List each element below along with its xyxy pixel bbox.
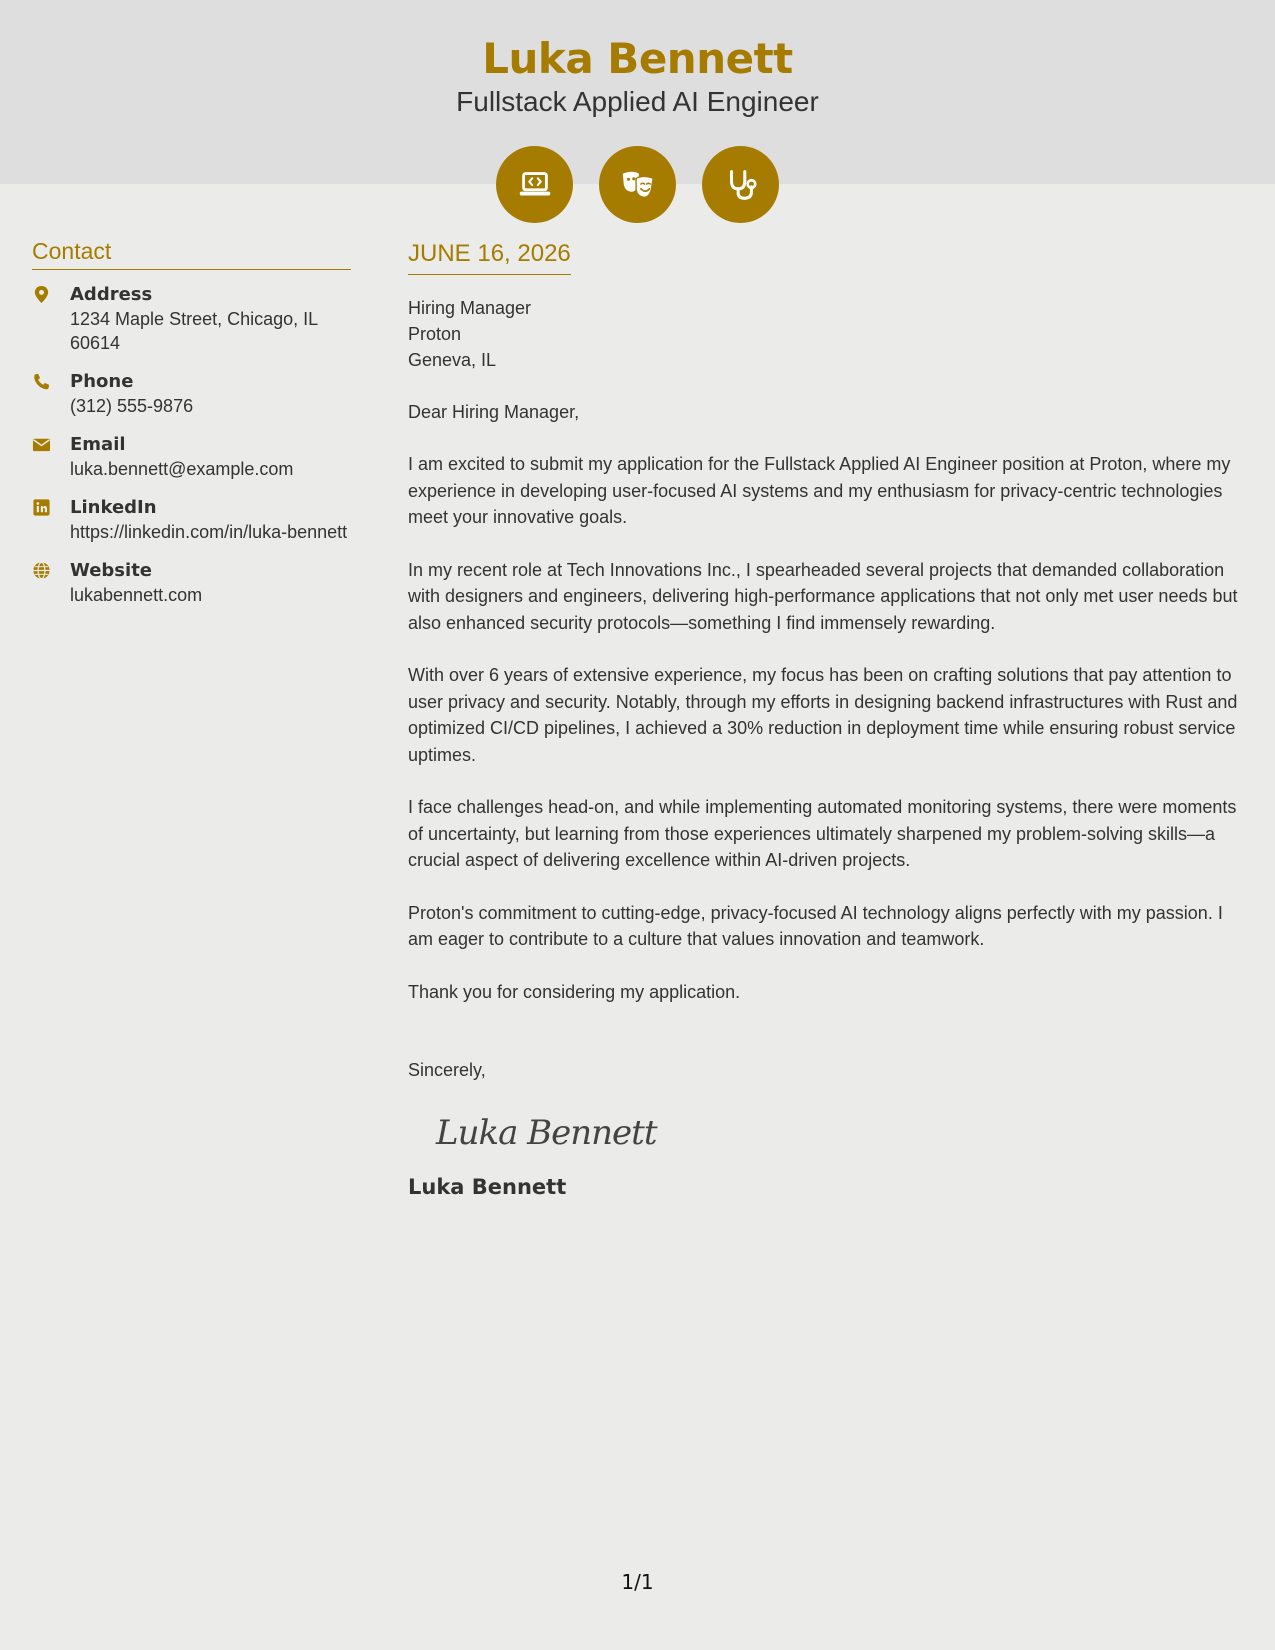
contact-value[interactable]: lukabennett.com (70, 585, 203, 605)
theater-masks-badge (599, 146, 676, 223)
stethoscope-badge (702, 146, 779, 223)
letter-body (408, 240, 1248, 1199)
contact-website (32, 558, 351, 607)
contact-list (32, 282, 351, 607)
letter-paragraph: With over 6 years of extensive experience, my focus has been on crafting solutions that pay attention to user privacy and security. Notably, through my efforts in designing backend infrastructures with Rust and optimized CI/CD pipelines, I achieved a 30% reduction in deployment time while ensuring robust service uptimes. (408, 665, 1238, 765)
map-pin-icon (32, 285, 51, 304)
contact-label: Phone (70, 371, 134, 392)
recipient-line: Geneva, IL (408, 350, 497, 370)
applicant-name: Luka Bennett (482, 34, 793, 83)
phone-icon (32, 372, 51, 391)
contact-label: LinkedIn (70, 497, 157, 518)
laptop-code-icon (516, 166, 554, 204)
signer-name: Luka Bennett (408, 1175, 567, 1199)
recipient-line: Proton (408, 324, 462, 344)
recipient-block (408, 295, 1248, 373)
stethoscope-icon (722, 166, 760, 204)
recipient-line: Hiring Manager (408, 298, 532, 318)
applicant-title: Fullstack Applied AI Engineer (456, 86, 819, 117)
badge-row (0, 146, 1275, 223)
theater-masks-icon (619, 166, 657, 204)
linkedin-icon (32, 498, 51, 517)
contact-value[interactable]: https://linkedin.com/in/luka-bennett (70, 522, 348, 542)
contact-phone (32, 369, 351, 418)
letter-paragraph: Thank you for considering my application. (408, 981, 741, 1002)
page-number: 1/1 (621, 1570, 654, 1594)
contact-email (32, 432, 351, 481)
contact-address (32, 282, 351, 355)
letter-paragraph: In my recent role at Tech Innovations Inc., I spearheaded several projects that demanded collaboration with designers and engineers, delivering high-performance applications that not only met user needs but also enhanced security protocols—something I find immensely rewarding. (408, 559, 1238, 633)
contact-label: Website (70, 560, 153, 581)
handwritten-signature: Luka Bennett (436, 1113, 657, 1153)
letter-date: JUNE 16, 2026 (408, 240, 571, 275)
contact-value[interactable]: luka.bennett@example.com (70, 459, 294, 479)
letter-paragraph: I am excited to submit my application for the Fullstack Applied AI Engineer position at Proton, where my experience in developing user-focused AI systems and my enthusiasm for privacy-centric technologies meet your innovative goals. (408, 454, 1231, 527)
contact-value: 1234 Maple Street, Chicago, IL 60614 (70, 309, 318, 353)
closing: Sincerely, (408, 1060, 486, 1080)
contact-label: Email (70, 434, 126, 455)
salutation: Dear Hiring Manager, (408, 402, 580, 422)
contact-heading: Contact (32, 238, 351, 270)
laptop-code-badge (496, 146, 573, 223)
contact-linkedin (32, 495, 351, 544)
contact-label: Address (70, 284, 153, 305)
letter-paragraph: Proton's commitment to cutting-edge, privacy-focused AI technology aligns perfectly with my passion. I am eager to contribute to a culture that values innovation and teamwork. (408, 902, 1223, 949)
letter-paragraph: I face challenges head-on, and while implementing automated monitoring systems, there were moments of uncertainty, but learning from those experiences ultimately sharpened my problem-solving skills—a crucial aspect of delivering excellence within AI-driven projects. (408, 797, 1237, 870)
globe-icon (32, 561, 51, 580)
contact-value[interactable]: (312) 555-9876 (70, 396, 194, 416)
envelope-icon (32, 435, 51, 454)
contact-sidebar (32, 238, 351, 621)
